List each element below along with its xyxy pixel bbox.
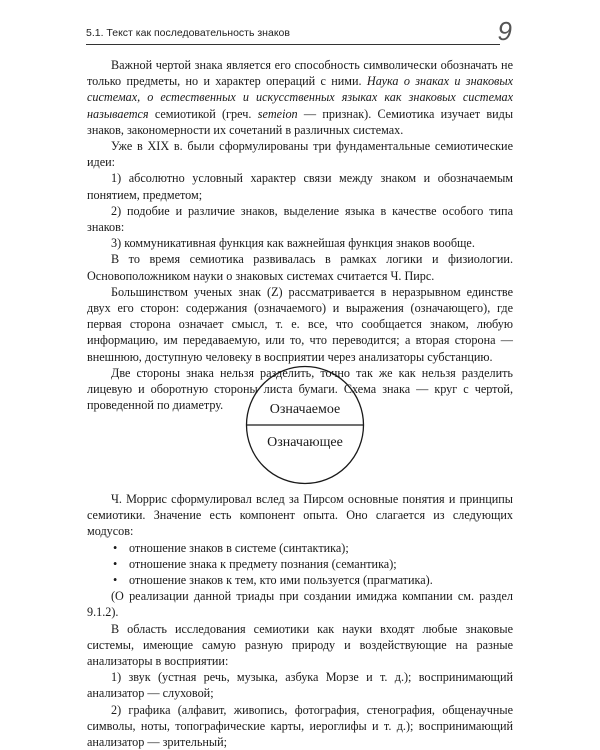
modus-item-semantics: • отношение знака к предмету познания (семантика); <box>87 556 513 572</box>
paragraph-sign-sides: Большинством ученых знак (Z) рассматривается в неразрывном единстве двух его сторон: содержания (означаемого) и выражения (означающего), где первая сторона означает смысл, т. е. все, что сообщается знаком, любую информацию, им передаваемую, или то, что переводится; а вторая сторона — внешнюю, доступную человеку в восприятии через анализаторы субстанцию. <box>87 284 513 364</box>
p1-greek-term: semeion <box>257 106 298 121</box>
running-head: 5.1. Текст как последовательность знаков <box>86 27 290 39</box>
paragraph-three-ideas: Уже в XIX в. были сформулированы три фундаментальные семиотические идеи: <box>87 139 513 170</box>
paragraph-cross-reference: (О реализации данной триады при создании имиджа компании см. раздел 9.1.2). <box>87 589 513 620</box>
paragraph-sign-definition <box>87 57 513 138</box>
sign-circle-svg <box>245 365 365 485</box>
system-sound: 1) звук (устная речь, музыка, азбука Морзе и т. д.); воспринимающий анализатор — слуховой; <box>87 670 513 701</box>
paragraph-sign-systems: В область исследования семиотики как науки входят любые знаковые системы, имеющие самую разную природу и воздействующие на разные анализаторы в восприятии: <box>87 621 513 669</box>
text-block-upper <box>87 57 513 413</box>
text-block-lower <box>87 491 513 750</box>
p1-text-mid: семиотикой (греч. <box>148 106 258 121</box>
paragraph-peirce: В то время семиотика развивалась в рамках логики и физиологии. Основоположником науки о знаковых системах считается Ч. Пирс. <box>87 252 513 283</box>
p1-text-start: Важной чертой знака является его способность символически обозначать не только предметы, но и характер операций с ними. <box>87 58 513 89</box>
idea-1: 1) абсолютно условный характер связи между знаком и обозначаемым понятием, предметом; <box>87 171 513 202</box>
modus-item-syntactics: • отношение знаков в системе (синтактика); <box>87 540 513 556</box>
idea-2: 2) подобие и различие знаков, выделение языка в качестве особого типа знаков: <box>87 203 513 235</box>
header-rule <box>86 44 500 45</box>
p1-text-end: — признак). Семиотика изучает виды знаков, закономерности их сочетаний в различных системах. <box>87 106 514 137</box>
page-number: 9 <box>497 16 512 46</box>
signifier-label: Означающее <box>267 435 343 450</box>
modus-list <box>87 540 513 589</box>
signified-label: Означаемое <box>269 402 341 417</box>
paragraph-morris: Ч. Моррис сформулировал вслед за Пирсом основные понятия и принципы семиотики. Значение есть компонент опыта. Оно слагается из следующих модусов: <box>87 492 513 539</box>
sign-diagram <box>245 365 365 485</box>
idea-3: 3) коммуникативная функция как важнейшая функция знаков вообще. <box>111 236 475 251</box>
system-graphics: 2) графика (алфавит, живопись, фотография, стенография, общенаучные символы, ноты, топографические карты, иероглифы и т. д.); воспринимающий анализатор — зрительный; <box>87 702 513 750</box>
paragraph-sign-scheme: Две стороны знака нельзя разделить, точно так же как нельзя разделить лицевую и оборотную стороны листа бумаги. Схема знака — круг с чертой, проведенной по диаметру. <box>87 365 513 413</box>
modus-item-pragmatics: • отношение знаков к тем, кто ими пользуется (прагматика). <box>87 572 513 588</box>
p1-italic-definition: Наука о знаках и знаковых системах, о естественных и искусственных языках как знаковых системах называется <box>87 74 513 121</box>
